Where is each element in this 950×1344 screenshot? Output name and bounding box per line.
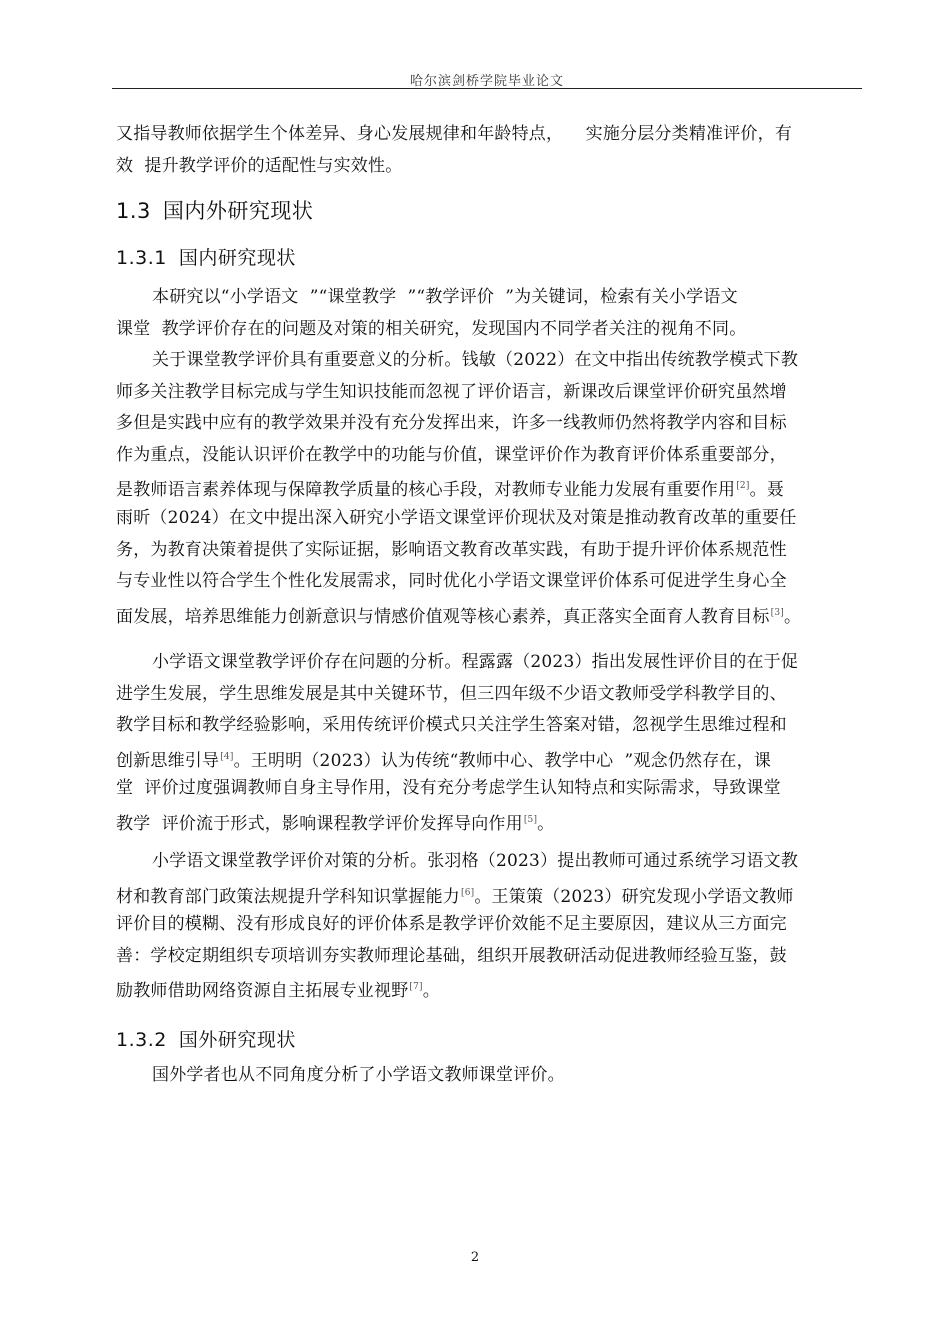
text-line: 多但是实践中应有的教学效果并没有充分发挥出来，许多一线教师仍然将教学内容和目标 xyxy=(116,413,787,434)
text-line xyxy=(116,598,862,630)
text-line: 评价目的模糊、没有形成良好的评价体系是教学评价效能不足主要原因，建议从三方面完 xyxy=(116,914,787,935)
text-segment: 。 xyxy=(783,606,802,627)
text-segment: 是教师语言素养体现与保障教学质量的核心手段，对教师专业能力发展有重要作用 xyxy=(116,480,736,501)
citation-ref[interactable]: [3] xyxy=(770,607,784,618)
text-segment: 励教师借助网络资源自主拓展专业视野 xyxy=(116,981,409,1002)
text-line: 又指导教师依据学生个体差异、身心发展规律和年龄特点， 实施分层分类精准评价，有 xyxy=(116,124,793,144)
text-line: 教学目标和教学经验影响，采用传统评价模式只关注学生答案对错，忽视学生思维过程和 xyxy=(116,715,787,736)
citation-ref[interactable]: [5] xyxy=(523,814,538,825)
text-line: 与专业性以符合学生个性化发展需求，同时优化小学语文课堂评价体系可促进学生身心全 xyxy=(116,571,787,592)
text-line: 作为重点，没能认识评价在教学中的功能与价值，课堂评价作为教育评价体系重要部分， xyxy=(116,444,787,465)
text-line: 课堂 教学评价存在的问题及对策的相关研究，发现国内不同学者关注的视角不同。 xyxy=(116,318,747,339)
text-line xyxy=(116,742,862,774)
text-segment: 教学 评价流于形式，影响课程教学评价发挥导向作用 xyxy=(116,813,523,834)
paragraph-continued xyxy=(116,119,862,182)
text-line: 雨昕（2024）在文中提出深入研究小学语文课堂评价现状及对策是推动教育改革的重要任 xyxy=(116,507,797,528)
text-line: 务，为教育决策着提供了实际证据，影响语文教育改革实践，有助于提升评价体系规范性 xyxy=(116,539,787,560)
paragraph-significance xyxy=(116,345,862,629)
section-heading-1-3-2 xyxy=(116,1025,296,1052)
text-line: 进学生发展，学生思维发展是其中关键环节，但三四年级不少语文教师受学科教学目的、 xyxy=(116,683,787,704)
section-number: 1.3.1 xyxy=(116,247,167,269)
text-segment: 。王明明（2023）认为传统“教师中心、教学中心 ”观念仍然存在，课 xyxy=(233,750,772,771)
paragraph-foreign xyxy=(116,1060,862,1092)
section-number: 1.3 xyxy=(116,199,151,223)
text-line: 堂 评价过度强调教师自身主导作用，没有充分考虑学生认知特点和实际需求，导致课堂 xyxy=(116,778,781,799)
text-line xyxy=(116,471,862,503)
header-rule xyxy=(112,88,862,89)
text-segment: 材和教育部门政策法规提升学科知识掌握能力 xyxy=(116,886,460,907)
text-line xyxy=(116,878,862,910)
text-line: 师多关注教学目标完成与学生知识技能而忽视了评价语言，新课改后课堂评价研究虽然增 xyxy=(116,381,787,402)
text-line: 国外学者也从不同角度分析了小学语文教师课堂评价。 xyxy=(152,1065,565,1085)
citation-ref[interactable]: [7] xyxy=(409,982,423,993)
text-segment: 创新思维引导 xyxy=(116,750,220,771)
text-line: 关于课堂教学评价具有重要意义的分析。钱敏（2022）在文中指出传统教学模式下教 xyxy=(152,350,799,370)
text-line: 本研究以“小学语文 ”“课堂教学 ”“教学评价 ”为关键词，检索有关小学语文 xyxy=(152,287,738,307)
text-segment: 。 xyxy=(537,813,555,834)
text-line: 小学语文课堂教学评价对策的分析。张羽格（2023）提出教师可通过系统学习语文教 xyxy=(152,851,799,871)
section-heading-1-3-1 xyxy=(116,243,296,270)
citation-ref[interactable]: [2] xyxy=(736,481,750,492)
citation-ref[interactable]: [6] xyxy=(461,887,475,898)
text-line: 效 提升教学评价的适配性与实效性。 xyxy=(116,155,403,176)
text-segment: 面发展，培养思维能力创新意识与情感价值观等核心素养，真正落实全面育人教育目标 xyxy=(116,606,770,627)
text-line xyxy=(116,805,862,837)
section-title: 国内研究现状 xyxy=(178,247,296,269)
section-heading-1-3 xyxy=(116,195,313,225)
page-number: 2 xyxy=(470,1250,480,1265)
text-segment: 。王策策（2023）研究发现小学语文教师 xyxy=(474,886,794,907)
citation-ref[interactable]: [4] xyxy=(220,751,234,762)
paragraph-problems xyxy=(116,647,862,837)
section-title: 国外研究现状 xyxy=(178,1029,296,1051)
section-number: 1.3.2 xyxy=(116,1029,167,1051)
paragraph-keywords xyxy=(116,282,862,345)
text-line xyxy=(116,972,862,1004)
text-line: 善：学校定期组织专项培训夯实教师理论基础，组织开展教研活动促进教师经验互鉴，鼓 xyxy=(116,945,787,966)
text-segment: 。聂 xyxy=(749,480,784,501)
text-line: 小学语文课堂教学评价存在问题的分析。程露露（2023）指出发展性评价目的在于促 xyxy=(152,652,799,672)
text-segment: 。 xyxy=(422,981,440,1002)
running-header: 哈尔滨剑桥学院毕业论文 xyxy=(409,74,564,89)
paragraph-countermeasures xyxy=(116,846,862,1004)
section-title: 国内外研究现状 xyxy=(162,199,314,223)
